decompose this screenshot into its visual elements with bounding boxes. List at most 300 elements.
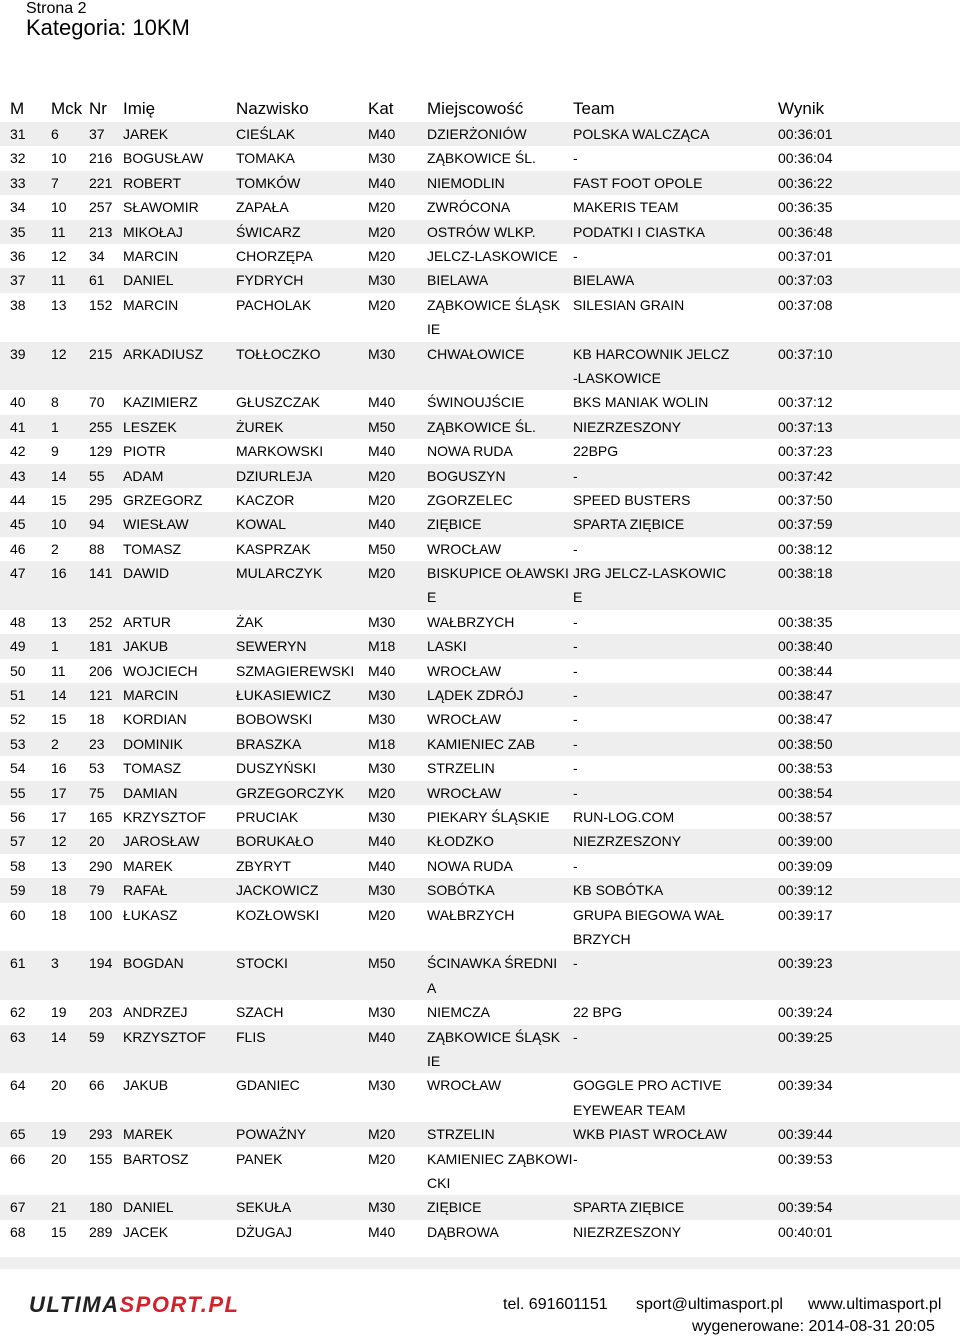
table-row bbox=[0, 1000, 960, 1024]
table-row bbox=[0, 195, 960, 219]
cell-mck: 10 bbox=[51, 516, 67, 533]
cell-kat: M30 bbox=[368, 711, 396, 728]
cell-m: 52 bbox=[10, 711, 26, 728]
cell-wynik: 00:38:54 bbox=[778, 784, 833, 801]
cell-team: GRUPA BIEGOWA WAŁ BRZYCH bbox=[573, 906, 725, 947]
table-row bbox=[0, 1122, 960, 1146]
cell-mck: 10 bbox=[51, 150, 67, 167]
cell-nazwisko: ŻUREK bbox=[236, 418, 284, 435]
cell-m: 54 bbox=[10, 760, 26, 777]
cell-kat: M40 bbox=[368, 1028, 396, 1045]
table-row bbox=[0, 146, 960, 170]
cell-nr: 121 bbox=[89, 687, 113, 704]
footer-website[interactable]: www.ultimasport.pl bbox=[808, 1296, 942, 1313]
cell-m: 55 bbox=[10, 784, 26, 801]
cell-miejscowosc: CHWAŁOWICE bbox=[427, 345, 525, 362]
cell-mck: 14 bbox=[51, 1028, 67, 1045]
cell-imie: DANIEL bbox=[123, 272, 174, 289]
cell-m: 57 bbox=[10, 833, 26, 850]
cell-miejscowosc: BIELAWA bbox=[427, 272, 489, 289]
table-row bbox=[0, 342, 960, 391]
cell-wynik: 00:37:42 bbox=[778, 467, 833, 484]
cell-team: 22 BPG bbox=[573, 1004, 623, 1021]
generated-timestamp: wygenerowane: 2014-08-31 20:05 bbox=[692, 1318, 935, 1335]
cell-nr: 295 bbox=[89, 491, 113, 508]
cell-team: BKS MANIAK WOLIN bbox=[573, 394, 709, 411]
cell-imie: DANIEL bbox=[123, 1199, 174, 1216]
cell-nazwisko: GŁUSZCZAK bbox=[236, 394, 321, 411]
cell-wynik: 00:39:12 bbox=[778, 882, 833, 899]
cell-kat: M20 bbox=[368, 565, 396, 582]
cell-wynik: 00:39:17 bbox=[778, 906, 833, 923]
cell-wynik: 00:38:40 bbox=[778, 638, 833, 655]
cell-mck: 14 bbox=[51, 467, 67, 484]
table-row bbox=[0, 512, 960, 536]
cell-nr: 70 bbox=[89, 394, 105, 411]
cell-miejscowosc: ZWRÓCONA bbox=[427, 199, 511, 216]
cell-mck: 17 bbox=[51, 784, 67, 801]
cell-nazwisko: KACZOR bbox=[236, 491, 295, 508]
cell-team: SPEED BUSTERS bbox=[573, 491, 691, 508]
cell-kat: M20 bbox=[368, 1126, 396, 1143]
cell-nr: 129 bbox=[89, 443, 113, 460]
table-row bbox=[0, 561, 960, 610]
cell-kat: M20 bbox=[368, 223, 396, 240]
cell-nr: 20 bbox=[89, 833, 105, 850]
table-row bbox=[0, 1073, 960, 1122]
table-row bbox=[0, 781, 960, 805]
cell-m: 31 bbox=[10, 126, 26, 142]
cell-wynik: 00:37:10 bbox=[778, 345, 833, 362]
cell-mck: 19 bbox=[51, 1126, 67, 1143]
cell-imie: MARCIN bbox=[123, 296, 179, 313]
cell-nr: 252 bbox=[89, 613, 113, 630]
table-row bbox=[0, 464, 960, 488]
cell-mck: 10 bbox=[51, 199, 67, 216]
cell-imie: JAKUB bbox=[123, 638, 169, 655]
cell-wynik: 00:36:01 bbox=[778, 126, 833, 142]
cell-miejscowosc: WROCŁAW bbox=[427, 662, 502, 679]
cell-miejscowosc: KŁODZKO bbox=[427, 833, 494, 850]
cell-imie: WIESŁAW bbox=[123, 516, 189, 533]
cell-team: - bbox=[573, 247, 578, 264]
cell-nazwisko: TOMAKA bbox=[236, 150, 295, 167]
cell-mck: 12 bbox=[51, 247, 67, 264]
table-row bbox=[0, 707, 960, 731]
cell-m: 51 bbox=[10, 687, 26, 704]
cell-imie: ARTUR bbox=[123, 613, 171, 630]
cell-imie: ROBERT bbox=[123, 174, 182, 191]
cell-team: MAKERIS TEAM bbox=[573, 199, 679, 216]
cell-miejscowosc: KAMIENIEC ZAB bbox=[427, 735, 536, 752]
cell-m: 48 bbox=[10, 613, 26, 630]
table-row bbox=[0, 268, 960, 292]
cell-mck: 20 bbox=[51, 1150, 67, 1167]
cell-mck: 15 bbox=[51, 1223, 67, 1240]
table-row bbox=[0, 537, 960, 561]
cell-miejscowosc: STRZELIN bbox=[427, 760, 495, 777]
cell-miejscowosc: SOBÓTKA bbox=[427, 882, 495, 899]
cell-nr: 53 bbox=[89, 760, 105, 777]
table-row bbox=[0, 171, 960, 195]
cell-kat: M40 bbox=[368, 174, 396, 191]
cell-nazwisko: KOZŁOWSKI bbox=[236, 906, 320, 923]
cell-nr: 79 bbox=[89, 882, 105, 899]
cell-m: 40 bbox=[10, 394, 26, 411]
cell-miejscowosc: ZIĘBICE bbox=[427, 1199, 482, 1216]
cell-mck: 1 bbox=[51, 638, 59, 655]
cell-m: 33 bbox=[10, 174, 26, 191]
table-row bbox=[0, 951, 960, 1000]
cell-nazwisko: CIEŚLAK bbox=[236, 126, 296, 142]
cell-mck: 2 bbox=[51, 540, 59, 557]
cell-m: 47 bbox=[10, 565, 26, 582]
cell-miejscowosc: WAŁBRZYCH bbox=[427, 906, 515, 923]
cell-imie: ADAM bbox=[123, 467, 164, 484]
header-mck: Mck bbox=[51, 99, 83, 118]
cell-mck: 16 bbox=[51, 760, 67, 777]
cell-team: - bbox=[573, 687, 578, 704]
cell-mck: 12 bbox=[51, 345, 67, 362]
cell-kat: M20 bbox=[368, 784, 396, 801]
cell-kat: M50 bbox=[368, 540, 396, 557]
cell-imie: PIOTR bbox=[123, 443, 166, 460]
cell-m: 58 bbox=[10, 857, 26, 874]
cell-miejscowosc: ZĄBKOWICE ŚLĄSK IE bbox=[427, 1028, 561, 1069]
cell-nr: 37 bbox=[89, 126, 105, 142]
cell-m: 50 bbox=[10, 662, 26, 679]
cell-kat: M20 bbox=[368, 467, 396, 484]
cell-team: GOGGLE PRO ACTIVE EYEWEAR TEAM bbox=[573, 1077, 722, 1118]
results-table bbox=[0, 96, 960, 1244]
cell-nr: 155 bbox=[89, 1150, 113, 1167]
cell-team: - bbox=[573, 467, 578, 484]
cell-miejscowosc: ZGORZELEC bbox=[427, 491, 513, 508]
cell-miejscowosc: WROCŁAW bbox=[427, 540, 502, 557]
header-nazwisko: Nazwisko bbox=[236, 99, 309, 118]
cell-kat: M20 bbox=[368, 906, 396, 923]
cell-miejscowosc: OSTRÓW WLKP. bbox=[427, 223, 536, 240]
cell-kat: M30 bbox=[368, 345, 396, 362]
cell-nr: 165 bbox=[89, 808, 113, 825]
cell-imie: MIKOŁAJ bbox=[123, 223, 183, 240]
cell-mck: 3 bbox=[51, 955, 59, 972]
header-m: M bbox=[10, 99, 25, 118]
cell-team: SILESIAN GRAIN bbox=[573, 296, 685, 313]
table-row bbox=[0, 1195, 960, 1219]
table-row bbox=[0, 1220, 960, 1244]
cell-imie: JAKUB bbox=[123, 1077, 169, 1094]
cell-m: 46 bbox=[10, 540, 26, 557]
table-row bbox=[0, 610, 960, 634]
cell-kat: M30 bbox=[368, 1004, 396, 1021]
cell-mck: 14 bbox=[51, 687, 67, 704]
cell-mck: 16 bbox=[51, 565, 67, 582]
cell-miejscowosc: NIEMODLIN bbox=[427, 174, 505, 191]
cell-imie: MARCIN bbox=[123, 247, 179, 264]
cell-kat: M40 bbox=[368, 857, 396, 874]
cell-m: 62 bbox=[10, 1004, 26, 1021]
cell-m: 45 bbox=[10, 516, 26, 533]
cell-kat: M30 bbox=[368, 687, 396, 704]
cell-miejscowosc: DZIERŻONIÓW bbox=[427, 126, 527, 142]
table-row bbox=[0, 829, 960, 853]
cell-imie: BOGUSŁAW bbox=[123, 150, 204, 167]
cell-nr: 75 bbox=[89, 784, 105, 801]
cell-nr: 55 bbox=[89, 467, 105, 484]
cell-mck: 13 bbox=[51, 857, 67, 874]
cell-wynik: 00:38:47 bbox=[778, 687, 833, 704]
cell-miejscowosc: ZĄBKOWICE ŚL. bbox=[427, 418, 536, 435]
cell-kat: M40 bbox=[368, 443, 396, 460]
cell-miejscowosc: KAMIENIEC ZĄBKOWI CKI bbox=[427, 1150, 573, 1191]
cell-imie: WOJCIECH bbox=[123, 662, 198, 679]
table-body bbox=[0, 122, 960, 1244]
cell-m: 66 bbox=[10, 1150, 26, 1167]
table-row bbox=[0, 220, 960, 244]
cell-wynik: 00:39:53 bbox=[778, 1150, 833, 1167]
cell-nr: 152 bbox=[89, 296, 113, 313]
cell-nr: 180 bbox=[89, 1199, 113, 1216]
cell-imie: BOGDAN bbox=[123, 955, 184, 972]
cell-nr: 215 bbox=[89, 345, 113, 362]
cell-wynik: 00:39:09 bbox=[778, 857, 833, 874]
header-wynik: Wynik bbox=[778, 99, 825, 118]
cell-wynik: 00:37:12 bbox=[778, 394, 833, 411]
cell-wynik: 00:39:23 bbox=[778, 955, 833, 972]
cell-wynik: 00:37:59 bbox=[778, 516, 833, 533]
cell-mck: 7 bbox=[51, 174, 59, 191]
cell-mck: 1 bbox=[51, 418, 59, 435]
header-imie: Imię bbox=[123, 99, 156, 118]
cell-nazwisko: JACKOWICZ bbox=[236, 882, 319, 899]
cell-imie: DAMIAN bbox=[123, 784, 178, 801]
cell-wynik: 00:36:35 bbox=[778, 199, 833, 216]
cell-mck: 11 bbox=[51, 272, 66, 289]
cell-miejscowosc: JELCZ-LASKOWICE bbox=[427, 247, 558, 264]
cell-wynik: 00:38:12 bbox=[778, 540, 833, 557]
cell-nazwisko: KOWAL bbox=[236, 516, 287, 533]
cell-m: 41 bbox=[10, 418, 26, 435]
cell-miejscowosc: ZIĘBICE bbox=[427, 516, 482, 533]
cell-team: NIEZRZESZONY bbox=[573, 418, 682, 435]
cell-kat: M30 bbox=[368, 1077, 396, 1094]
table-row bbox=[0, 659, 960, 683]
cell-kat: M20 bbox=[368, 296, 396, 313]
table-row bbox=[0, 903, 960, 952]
cell-imie: RAFAŁ bbox=[123, 882, 168, 899]
cell-nr: 257 bbox=[89, 199, 113, 216]
cell-team: - bbox=[573, 784, 578, 801]
page-label: Strona 2 bbox=[26, 0, 87, 17]
cell-wynik: 00:38:35 bbox=[778, 613, 833, 630]
cell-imie: KRZYSZTOF bbox=[123, 1028, 206, 1045]
cell-team: BIELAWA bbox=[573, 272, 635, 289]
cell-m: 64 bbox=[10, 1077, 26, 1094]
table-row bbox=[0, 244, 960, 268]
table-bottom-band bbox=[0, 1257, 960, 1269]
cell-m: 39 bbox=[10, 345, 26, 362]
cell-nr: 94 bbox=[89, 516, 105, 533]
cell-wynik: 00:38:53 bbox=[778, 760, 833, 777]
cell-nazwisko: PACHOLAK bbox=[236, 296, 312, 313]
cell-mck: 17 bbox=[51, 808, 67, 825]
cell-nazwisko: KASPRZAK bbox=[236, 540, 311, 557]
cell-imie: ARKADIUSZ bbox=[123, 345, 204, 362]
cell-mck: 12 bbox=[51, 833, 67, 850]
cell-nazwisko: PRUCIAK bbox=[236, 808, 299, 825]
cell-nr: 61 bbox=[89, 272, 105, 289]
cell-team: - bbox=[573, 150, 578, 167]
cell-imie: LESZEK bbox=[123, 418, 177, 435]
cell-team: - bbox=[573, 1028, 578, 1045]
cell-team: - bbox=[573, 711, 578, 728]
table-row bbox=[0, 488, 960, 512]
cell-m: 34 bbox=[10, 199, 26, 216]
cell-kat: M18 bbox=[368, 638, 396, 655]
cell-wynik: 00:37:08 bbox=[778, 296, 833, 313]
cell-kat: M20 bbox=[368, 199, 396, 216]
cell-wynik: 00:38:44 bbox=[778, 662, 833, 679]
cell-miejscowosc: DĄBROWA bbox=[427, 1223, 499, 1240]
cell-imie: MAREK bbox=[123, 1126, 173, 1143]
cell-nazwisko: ZBYRYT bbox=[236, 857, 291, 874]
cell-m: 32 bbox=[10, 150, 26, 167]
cell-imie: ŁUKASZ bbox=[123, 906, 178, 923]
table-row bbox=[0, 683, 960, 707]
cell-m: 56 bbox=[10, 808, 26, 825]
cell-wynik: 00:36:04 bbox=[778, 150, 833, 167]
cell-imie: TOMASZ bbox=[123, 540, 182, 557]
cell-m: 61 bbox=[10, 955, 26, 972]
cell-miejscowosc: ŚCINAWKA ŚREDNI A bbox=[427, 955, 558, 996]
cell-nr: 216 bbox=[89, 150, 113, 167]
cell-m: 53 bbox=[10, 735, 26, 752]
cell-miejscowosc: PIEKARY ŚLĄSKIE bbox=[427, 808, 550, 825]
cell-mck: 18 bbox=[51, 906, 67, 923]
cell-kat: M40 bbox=[368, 126, 396, 142]
footer bbox=[0, 1286, 960, 1341]
cell-kat: M40 bbox=[368, 662, 396, 679]
cell-imie: JACEK bbox=[123, 1223, 169, 1240]
cell-mck: 19 bbox=[51, 1004, 67, 1021]
header-nr: Nr bbox=[89, 99, 107, 118]
cell-nr: 203 bbox=[89, 1004, 113, 1021]
cell-wynik: 00:38:47 bbox=[778, 711, 833, 728]
table-row bbox=[0, 122, 960, 146]
cell-imie: BARTOSZ bbox=[123, 1150, 189, 1167]
cell-team: 22BPG bbox=[573, 443, 619, 460]
table-row bbox=[0, 1147, 960, 1196]
cell-nr: 59 bbox=[89, 1028, 105, 1045]
footer-email[interactable]: sport@ultimasport.pl bbox=[636, 1296, 783, 1313]
cell-team: - bbox=[573, 638, 578, 655]
cell-miejscowosc: WROCŁAW bbox=[427, 1077, 502, 1094]
header-miejscowosc: Miejscowość bbox=[427, 99, 524, 118]
cell-team: WKB PIAST WROCŁAW bbox=[573, 1126, 728, 1143]
table-row bbox=[0, 805, 960, 829]
cell-wynik: 00:36:22 bbox=[778, 174, 833, 191]
cell-wynik: 00:39:34 bbox=[778, 1077, 833, 1094]
cell-team: PODATKI I CIASTKA bbox=[573, 223, 705, 240]
cell-nr: 100 bbox=[89, 906, 113, 923]
cell-miejscowosc: STRZELIN bbox=[427, 1126, 495, 1143]
cell-m: 43 bbox=[10, 467, 26, 484]
table-row bbox=[0, 390, 960, 414]
cell-miejscowosc: ZĄBKOWICE ŚL. bbox=[427, 150, 536, 167]
cell-miejscowosc: LASKI bbox=[427, 638, 467, 655]
cell-wynik: 00:39:44 bbox=[778, 1126, 833, 1143]
cell-nr: 66 bbox=[89, 1077, 105, 1094]
header-team: Team bbox=[573, 99, 615, 118]
cell-team: KB HARCOWNIK JELCZ -LASKOWICE bbox=[573, 345, 730, 386]
cell-wynik: 00:39:54 bbox=[778, 1199, 833, 1216]
cell-imie: DOMINIK bbox=[123, 735, 183, 752]
cell-mck: 15 bbox=[51, 711, 67, 728]
cell-mck: 2 bbox=[51, 735, 59, 752]
cell-nazwisko: POWAŻNY bbox=[236, 1126, 307, 1143]
cell-nazwisko: TOŁŁOCZKO bbox=[236, 345, 321, 362]
table-row bbox=[0, 878, 960, 902]
cell-nr: 88 bbox=[89, 540, 105, 557]
cell-team: - bbox=[573, 857, 578, 874]
cell-wynik: 00:37:01 bbox=[778, 247, 833, 264]
cell-kat: M30 bbox=[368, 150, 396, 167]
cell-m: 42 bbox=[10, 443, 26, 460]
cell-nr: 221 bbox=[89, 174, 113, 191]
cell-wynik: 00:39:24 bbox=[778, 1004, 833, 1021]
cell-nr: 290 bbox=[89, 857, 113, 874]
cell-wynik: 00:39:00 bbox=[778, 833, 833, 850]
table-row bbox=[0, 1025, 960, 1074]
cell-wynik: 00:36:48 bbox=[778, 223, 833, 240]
cell-team: POLSKA WALCZĄCA bbox=[573, 126, 710, 142]
table-row bbox=[0, 415, 960, 439]
cell-m: 63 bbox=[10, 1028, 26, 1045]
cell-m: 49 bbox=[10, 638, 26, 655]
table-row bbox=[0, 293, 960, 342]
cell-team: NIEZRZESZONY bbox=[573, 1223, 682, 1240]
cell-nazwisko: ŻAK bbox=[236, 613, 264, 630]
cell-nr: 141 bbox=[89, 565, 113, 582]
cell-nazwisko: SEWERYN bbox=[236, 638, 307, 655]
cell-kat: M30 bbox=[368, 882, 396, 899]
category-title: Kategoria: 10KM bbox=[26, 15, 190, 40]
cell-nazwisko: FLIS bbox=[236, 1028, 266, 1045]
cell-nazwisko: TOMKÓW bbox=[236, 174, 301, 191]
cell-imie: TOMASZ bbox=[123, 760, 182, 777]
cell-kat: M30 bbox=[368, 613, 396, 630]
cell-nr: 206 bbox=[89, 662, 113, 679]
cell-wynik: 00:37:03 bbox=[778, 272, 833, 289]
table-row bbox=[0, 439, 960, 463]
table-header bbox=[0, 96, 960, 122]
cell-nazwisko: DZIURLEJA bbox=[236, 467, 313, 484]
cell-kat: M30 bbox=[368, 760, 396, 777]
cell-nazwisko: DUSZYŃSKI bbox=[236, 760, 317, 777]
cell-team: - bbox=[573, 540, 578, 557]
cell-team: - bbox=[573, 1150, 578, 1167]
cell-mck: 18 bbox=[51, 882, 67, 899]
cell-kat: M18 bbox=[368, 735, 396, 752]
cell-m: 38 bbox=[10, 296, 26, 313]
cell-nazwisko: DŻUGAJ bbox=[236, 1223, 292, 1240]
cell-mck: 15 bbox=[51, 491, 67, 508]
cell-wynik: 00:38:18 bbox=[778, 565, 833, 582]
cell-team: FAST FOOT OPOLE bbox=[573, 174, 703, 191]
cell-wynik: 00:39:25 bbox=[778, 1028, 833, 1045]
cell-miejscowosc: NOWA RUDA bbox=[427, 443, 513, 460]
